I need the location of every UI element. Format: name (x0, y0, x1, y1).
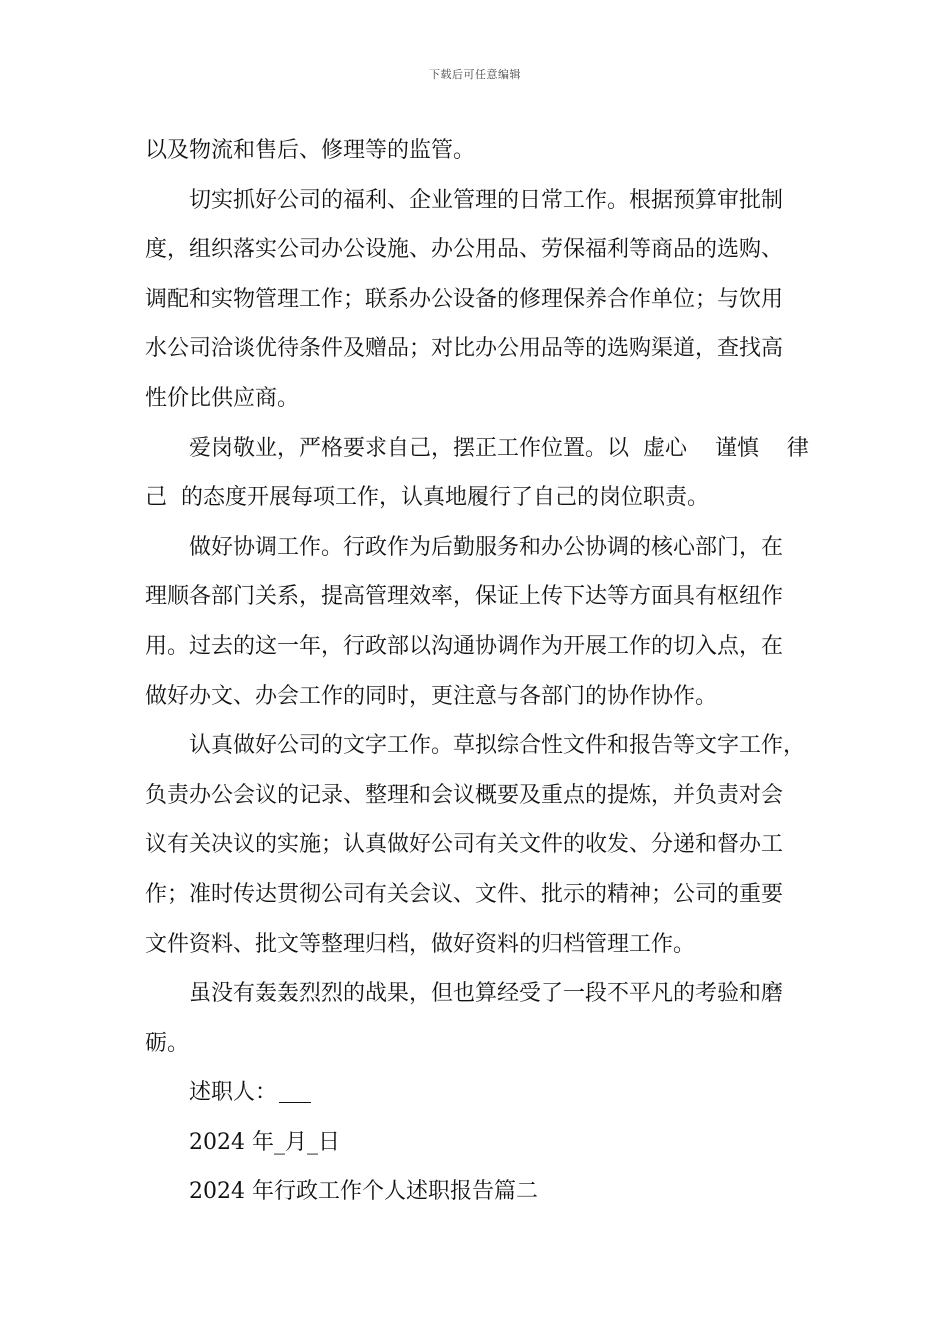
signer-line (145, 1068, 817, 1118)
paragraph-line: 文件资料、批文等整理归档，做好资料的归档管理工作。 (145, 931, 696, 957)
paragraph-line: 以及物流和售后、修理等的监管。 (145, 138, 476, 163)
paragraph-line: 切实抓好公司的福利、企业管理的日常工作。根据预算审批制 (189, 187, 784, 213)
document-body (145, 126, 817, 1217)
paragraph-line: 调配和实物管理工作；联系办公设备的修理保养合作单位；与饮用 (145, 286, 784, 312)
next-section-heading: 2024 年行政工作个人述职报告篇二 (189, 1179, 538, 1205)
paragraph-line: 砺。 (145, 1030, 190, 1056)
paragraph-line: 负责办公会议的记录、整理和会议概要及重点的提炼，并负责对会 (145, 782, 784, 808)
paragraph-line: 己 的态度开展每项工作，认真地履行了自己的岗位职责。 (145, 485, 709, 511)
date-line: 2024 年_月_日 (189, 1129, 340, 1155)
paragraph-line: 性价比供应商。 (145, 385, 300, 411)
paragraph-line: 水公司洽谈优待条件及赠品；对比办公用品等的选购渠道，查找高 (145, 336, 784, 362)
paragraph-line: 作；准时传达贯彻公司有关会议、文件、批示的精神；公司的重要 (145, 881, 784, 907)
paragraph-line: 做好办文、办会工作的同时，更注意与各部门的协作协作。 (145, 683, 718, 709)
paragraph-line: 理顺各部门关系，提高管理效率，保证上传下达等方面具有枢纽作 (145, 584, 784, 610)
paragraph-line: 做好协调工作。行政作为后勤服务和办公协调的核心部门，在 (189, 534, 784, 560)
signer-blank (279, 1076, 311, 1103)
paragraph-line: 用。过去的这一年，行政部以沟通协调作为开展工作的切入点，在 (145, 633, 784, 659)
paragraph-line: 认真做好公司的文字工作。草拟综合性文件和报告等文字工作， (189, 733, 806, 759)
page-header-note: 下载后可任意编辑 (429, 68, 521, 81)
paragraph-line: 度，组织落实公司办公设施、办公用品、劳保福利等商品的选购、 (145, 237, 784, 263)
paragraph-line: 爱岗敬业，严格要求自己，摆正工作位置。以 虚心 谨慎 律 (189, 435, 809, 461)
paragraph-line: 虽没有轰轰烈烈的战果，但也算经受了一段不平凡的考验和磨 (189, 981, 784, 1007)
paragraph-line: 议有关决议的实施；认真做好公司有关文件的收发、分递和督办工 (145, 832, 784, 858)
signer-label: 述职人： (189, 1080, 278, 1106)
